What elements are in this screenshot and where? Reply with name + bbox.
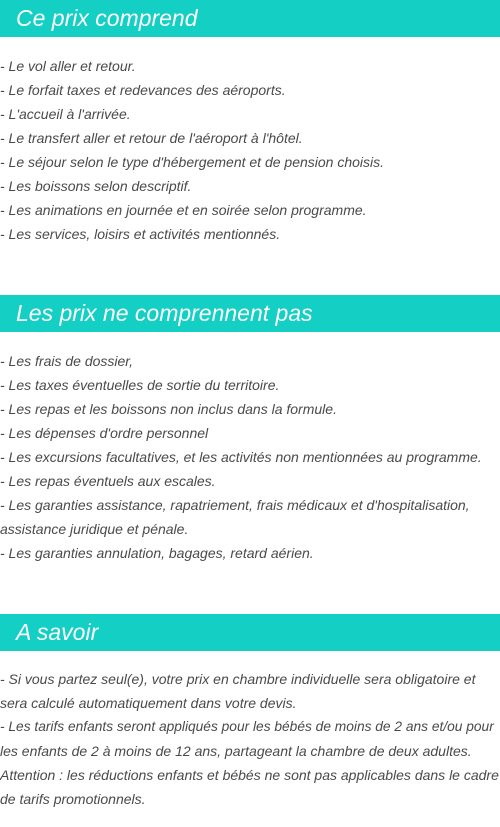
list-item: les enfants de 2 à moins de 12 ans, partageant la chambre de deux adultes. <box>0 743 472 759</box>
list-item: - Le séjour selon le type d'hébergement et de pension choisis. <box>0 154 385 170</box>
list-item: - Les services, loisirs et activités mentionnés. <box>0 226 281 242</box>
list-item: de tarifs promotionnels. <box>0 791 146 807</box>
info-list <box>0 667 500 811</box>
list-item: - Les animations en journée et en soirée selon programme. <box>0 202 367 218</box>
section-price-excludes <box>0 295 500 565</box>
list-item: - Les garanties annulation, bagages, retard aérien. <box>0 545 314 561</box>
list-item: - Le transfert aller et retour de l'aéroport à l'hôtel. <box>0 130 303 146</box>
section-good-to-know <box>0 614 500 811</box>
excluded-list <box>0 349 500 565</box>
list-item: Attention : les réductions enfants et bébés ne sont pas applicables dans le cadre <box>0 767 499 783</box>
list-item: assistance juridique et pénale. <box>0 521 189 537</box>
list-item: sera calculé automatiquement dans votre devis. <box>0 695 297 711</box>
list-item: - Les frais de dossier, <box>0 353 134 369</box>
list-item: - Les boissons selon descriptif. <box>0 178 192 194</box>
list-item: - Les taxes éventuelles de sortie du territoire. <box>0 377 280 393</box>
list-item: - Les excursions facultatives, et les activités non mentionnées au programme. <box>0 449 482 465</box>
list-item: - L'accueil à l'arrivée. <box>0 106 131 122</box>
list-item: - Les tarifs enfants seront appliqués pour les bébés de moins de 2 ans et/ou pour <box>0 719 494 734</box>
list-item: - Les dépenses d'ordre personnel <box>0 425 209 441</box>
list-item: - Les repas et les boissons non inclus dans la formule. <box>0 401 337 417</box>
list-item: - Si vous partez seul(e), votre prix en chambre individuelle sera obligatoire et <box>0 671 476 687</box>
included-list <box>0 54 500 246</box>
list-item: - Le vol aller et retour. <box>0 58 136 74</box>
section-title: Ce prix comprend <box>0 0 500 37</box>
list-item: - Les garanties assistance, rapatriement, frais médicaux et d'hospitalisation, <box>0 497 470 513</box>
section-title: Les prix ne comprennent pas <box>0 295 500 332</box>
list-item: - Les repas éventuels aux escales. <box>0 473 216 489</box>
list-item: - Le forfait taxes et redevances des aéroports. <box>0 82 286 98</box>
section-title: A savoir <box>0 614 500 651</box>
section-price-includes <box>0 0 500 246</box>
